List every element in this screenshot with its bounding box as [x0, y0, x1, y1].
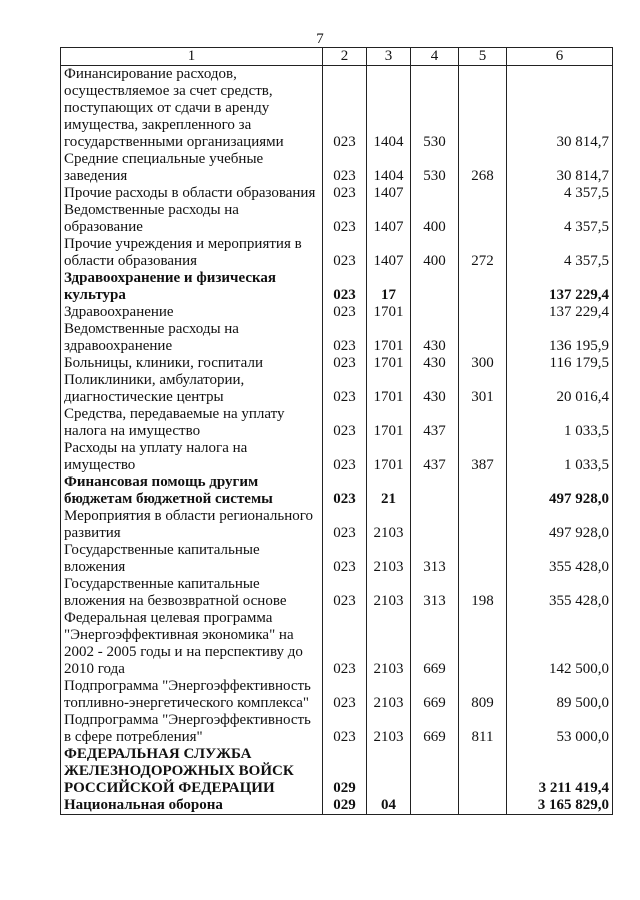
row-name: Мероприятия в области регионального развития: [61, 508, 323, 542]
row-col-2: 023: [323, 712, 367, 746]
row-col-2: 023: [323, 355, 367, 372]
row-col-2: 023: [323, 610, 367, 678]
row-col-2: 023: [323, 270, 367, 304]
budget-table: [60, 47, 613, 815]
row-amount: 20 016,4: [507, 372, 613, 406]
table-row: [61, 440, 613, 474]
row-amount: 355 428,0: [507, 576, 613, 610]
table-row: [61, 236, 613, 270]
row-col-3: 2103: [367, 712, 411, 746]
row-col-3: 1407: [367, 236, 411, 270]
row-col-5: [459, 610, 507, 678]
row-col-5: 272: [459, 236, 507, 270]
row-name: Государственные капитальные вложения на безвозвратной основе: [61, 576, 323, 610]
row-col-5: [459, 270, 507, 304]
header-row: [61, 48, 613, 66]
row-amount: 4 357,5: [507, 202, 613, 236]
row-col-4: 530: [411, 66, 459, 152]
row-name: Прочие учреждения и мероприятия в области образования: [61, 236, 323, 270]
table-row: [61, 270, 613, 304]
table-row: [61, 151, 613, 185]
row-col-4: 400: [411, 202, 459, 236]
row-col-2: 023: [323, 66, 367, 152]
row-col-3: 1701: [367, 321, 411, 355]
row-col-4: [411, 797, 459, 815]
table-row: [61, 304, 613, 321]
table-row: [61, 202, 613, 236]
table-row: [61, 66, 613, 152]
row-name: Государственные капитальные вложения: [61, 542, 323, 576]
header-col-6: 6: [507, 48, 613, 66]
table-row: [61, 508, 613, 542]
row-col-5: [459, 797, 507, 815]
table-row: [61, 355, 613, 372]
row-col-4: [411, 270, 459, 304]
row-name: Ведомственные расходы на здравоохранение: [61, 321, 323, 355]
row-col-2: 023: [323, 678, 367, 712]
row-col-4: 400: [411, 236, 459, 270]
row-col-2: 023: [323, 372, 367, 406]
row-col-5: 387: [459, 440, 507, 474]
page-number: 7: [316, 31, 324, 47]
header-col-3: 3: [367, 48, 411, 66]
row-col-3: 1701: [367, 440, 411, 474]
row-col-2: 023: [323, 508, 367, 542]
table-row: [61, 797, 613, 815]
table-row: [61, 474, 613, 508]
row-col-4: 530: [411, 151, 459, 185]
row-col-2: 023: [323, 406, 367, 440]
row-col-2: 023: [323, 440, 367, 474]
row-col-3: 2103: [367, 508, 411, 542]
row-name: Поликлиники, амбулатории, диагностические центры: [61, 372, 323, 406]
row-col-4: [411, 746, 459, 797]
row-col-5: 300: [459, 355, 507, 372]
row-col-5: 268: [459, 151, 507, 185]
row-amount: 497 928,0: [507, 474, 613, 508]
row-amount: 4 357,5: [507, 236, 613, 270]
table-row: [61, 678, 613, 712]
row-col-3: 1701: [367, 406, 411, 440]
row-col-2: 023: [323, 236, 367, 270]
row-amount: 30 814,7: [507, 66, 613, 152]
row-amount: 1 033,5: [507, 406, 613, 440]
row-col-3: 04: [367, 797, 411, 815]
header-col-1: 1: [61, 48, 323, 66]
row-col-4: [411, 185, 459, 202]
header-col-4: 4: [411, 48, 459, 66]
row-col-3: 1701: [367, 355, 411, 372]
row-col-5: [459, 406, 507, 440]
row-col-5: [459, 304, 507, 321]
row-col-2: 029: [323, 797, 367, 815]
row-col-4: 430: [411, 321, 459, 355]
row-col-5: [459, 321, 507, 355]
row-name: Больницы, клиники, госпитали: [61, 355, 323, 372]
row-amount: 30 814,7: [507, 151, 613, 185]
row-col-2: 023: [323, 185, 367, 202]
row-name: Федеральная целевая программа "Энергоэффективная экономика" на 2002 - 2005 годы и на перспективу до 2010 года: [61, 610, 323, 678]
row-name: Прочие расходы в области образования: [61, 185, 323, 202]
row-col-3: 2103: [367, 576, 411, 610]
row-col-3: 1701: [367, 304, 411, 321]
table-row: [61, 372, 613, 406]
table-row: [61, 746, 613, 797]
row-col-5: 809: [459, 678, 507, 712]
row-name: ФЕДЕРАЛЬНАЯ СЛУЖБА ЖЕЛЕЗНОДОРОЖНЫХ ВОЙСК РОССИЙСКОЙ ФЕДЕРАЦИИ: [61, 746, 323, 797]
header-col-5: 5: [459, 48, 507, 66]
row-col-4: 430: [411, 355, 459, 372]
row-col-5: [459, 474, 507, 508]
row-name: Ведомственные расходы на образование: [61, 202, 323, 236]
row-col-2: 023: [323, 474, 367, 508]
table-row: [61, 576, 613, 610]
row-col-4: 437: [411, 440, 459, 474]
row-col-4: [411, 474, 459, 508]
row-col-2: 023: [323, 542, 367, 576]
table-row: [61, 406, 613, 440]
row-col-3: [367, 746, 411, 797]
row-name: Средние специальные учебные заведения: [61, 151, 323, 185]
row-col-3: 1407: [367, 202, 411, 236]
row-col-2: 023: [323, 202, 367, 236]
row-col-3: 17: [367, 270, 411, 304]
row-col-4: 313: [411, 576, 459, 610]
row-amount: 89 500,0: [507, 678, 613, 712]
row-amount: 116 179,5: [507, 355, 613, 372]
row-col-3: 1407: [367, 185, 411, 202]
row-col-5: [459, 746, 507, 797]
row-amount: 1 033,5: [507, 440, 613, 474]
row-name: Подпрограмма "Энергоэффективность топливно-энергетического комплекса": [61, 678, 323, 712]
table-row: [61, 610, 613, 678]
row-amount: 3 165 829,0: [507, 797, 613, 815]
row-name: Средства, передаваемые на уплату налога на имущество: [61, 406, 323, 440]
table-row: [61, 712, 613, 746]
row-amount: 3 211 419,4: [507, 746, 613, 797]
table-row: [61, 542, 613, 576]
row-col-2: 023: [323, 304, 367, 321]
row-amount: 497 928,0: [507, 508, 613, 542]
row-col-3: 21: [367, 474, 411, 508]
table-row: [61, 185, 613, 202]
row-col-2: 029: [323, 746, 367, 797]
row-col-4: 669: [411, 610, 459, 678]
row-name: Подпрограмма "Энергоэффективность в сфере потребления": [61, 712, 323, 746]
row-amount: 4 357,5: [507, 185, 613, 202]
row-col-2: 023: [323, 321, 367, 355]
row-amount: 142 500,0: [507, 610, 613, 678]
row-col-3: 1404: [367, 66, 411, 152]
row-col-5: 198: [459, 576, 507, 610]
row-col-5: 811: [459, 712, 507, 746]
row-col-5: [459, 185, 507, 202]
row-name: Финансовая помощь другим бюджетам бюджетной системы: [61, 474, 323, 508]
row-amount: 53 000,0: [507, 712, 613, 746]
row-col-5: [459, 202, 507, 236]
row-col-4: 430: [411, 372, 459, 406]
row-col-4: 669: [411, 678, 459, 712]
row-amount: 136 195,9: [507, 321, 613, 355]
table-row: [61, 321, 613, 355]
row-name: Расходы на уплату налога на имущество: [61, 440, 323, 474]
row-col-5: [459, 508, 507, 542]
row-name: Финансирование расходов, осуществляемое за счет средств, поступающих от сдачи в аренду имущества, закрепленного за государственными организациями: [61, 66, 323, 152]
row-col-4: [411, 304, 459, 321]
row-col-3: 2103: [367, 678, 411, 712]
row-amount: 137 229,4: [507, 270, 613, 304]
row-col-2: 023: [323, 576, 367, 610]
row-name: Здравоохранение: [61, 304, 323, 321]
row-amount: 355 428,0: [507, 542, 613, 576]
row-col-2: 023: [323, 151, 367, 185]
row-col-4: 669: [411, 712, 459, 746]
row-col-3: 2103: [367, 542, 411, 576]
row-col-4: 313: [411, 542, 459, 576]
row-col-3: 2103: [367, 610, 411, 678]
row-col-3: 1404: [367, 151, 411, 185]
row-col-5: [459, 542, 507, 576]
row-name: Здравоохранение и физическая культура: [61, 270, 323, 304]
row-col-3: 1701: [367, 372, 411, 406]
row-name: Национальная оборона: [61, 797, 323, 815]
row-col-4: 437: [411, 406, 459, 440]
row-amount: 137 229,4: [507, 304, 613, 321]
row-col-5: [459, 66, 507, 152]
row-col-4: [411, 508, 459, 542]
row-col-5: 301: [459, 372, 507, 406]
header-col-2: 2: [323, 48, 367, 66]
